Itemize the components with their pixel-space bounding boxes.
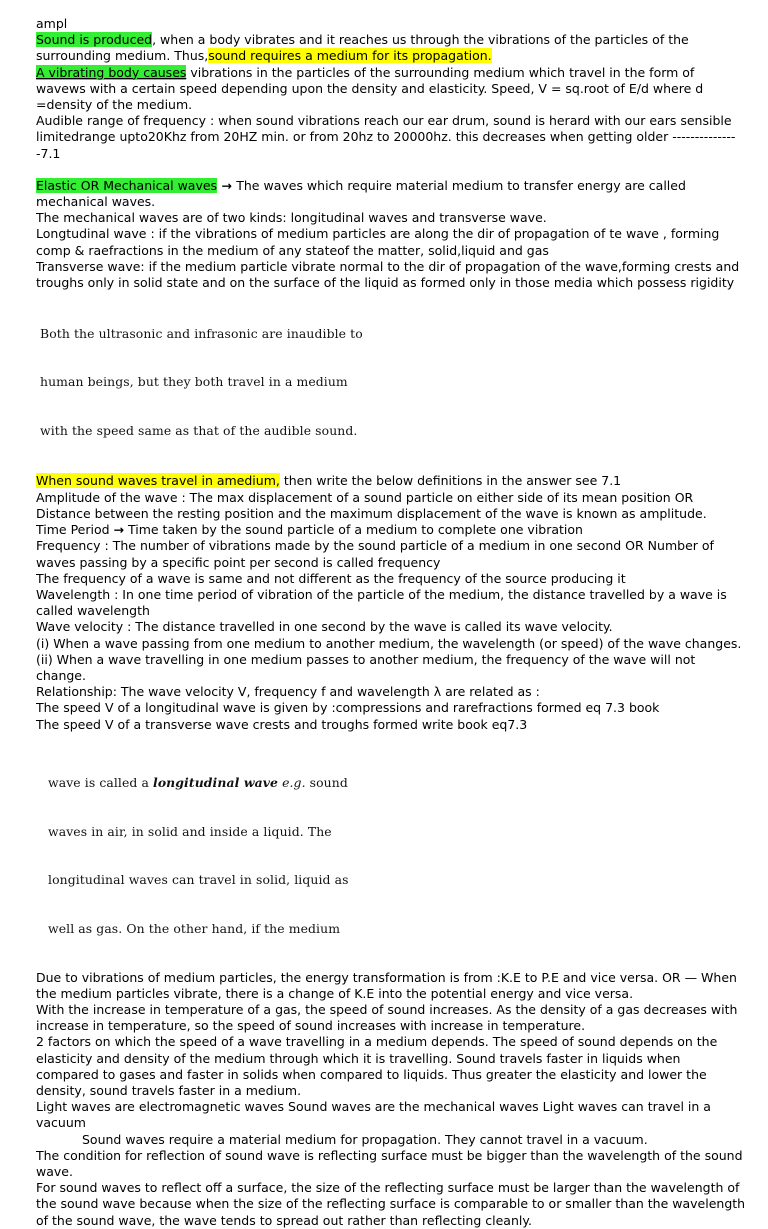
scan-line: with the speed same as that of the audible sound. [40, 422, 358, 438]
paragraph-transverse: Transverse wave: if the medium particle vibrate normal to the dir of propagation of the wave,forming crests and troughs only in solid state and on the surface of the liquid as formed only in those media which possess rigidity [36, 258, 740, 291]
paragraph-text: The waves which require material medium to transfer energy are called mechanical waves. [36, 177, 686, 210]
scan-line: well as gas. On the other hand, if the medium [48, 920, 341, 936]
paragraph-reflection-detail: For sound waves to reflect off a surface, the size of the reflecting surface must be larger than the wavelength of the sound wave because when the size of the reflecting surface is comparable to or smaller than the wavelength of the sound wave, the wave tends to spread out rather than reflecting cleanly. [36, 1180, 746, 1228]
document-page [36, 16, 746, 1229]
scan-line: human beings, but they both travel in a medium [40, 374, 348, 390]
paragraph-longitudinal: Longtudinal wave : if the vibrations of medium particles are along the dir of propagation of te wave , forming comp & raefractions in the medium of any stateof the matter, solid,liquid and gas [36, 226, 720, 258]
highlight-sound-requires-medium: sound requires a medium for its propagation. [208, 48, 492, 64]
scan-line: longitudinal waves can travel in solid, liquid as [48, 872, 349, 888]
paragraph-audible-range: Audible range of frequency : when sound vibrations reach our ear drum, sound is herard with our ears sensible limitedrange upto20Khz from 20HZ min. or from 20hz to 20000hz. this decreases when getting older ---------------7.1 [36, 113, 736, 161]
paragraph-speed-factors: 2 factors on which the speed of a wave travelling in a medium depends. The speed of sound depends on the elasticity and density of the medium through which it is travelling. Sound travels faster in liquids when compared to gases and faster in solids when compared to liquids. Thus greater the elasticity and lower the density, sound travels faster in a medium. [36, 1034, 718, 1098]
paragraph-light-waves: Light waves are electromagnetic waves Sound waves are the mechanical waves Light waves can travel in a vacuum [36, 1099, 711, 1131]
scan-line [48, 775, 746, 791]
blank-line [36, 162, 746, 178]
paragraph-rule-ii: (ii) When a wave travelling in one medium passes to another medium, the frequency of the wave will not change. [36, 651, 696, 683]
arrow-icon: → [217, 177, 237, 193]
paragraph-vibrating-body [36, 65, 746, 114]
paragraph-mechanical-waves [36, 178, 746, 210]
paragraph-rule-i: (i) When a wave passing from one medium to another medium, the wavelength (or speed) of the wave changes. [36, 635, 742, 651]
paragraph-text: Time Period [36, 522, 114, 538]
highlight-sound-travel: When sound waves travel in amedium, [36, 473, 280, 489]
paragraph-time-period [36, 522, 746, 538]
paragraph-longitudinal-speed: The speed V of a longitudinal wave is given by :compressions and rarefractions formed eq 7.3 book [36, 700, 660, 716]
paragraph-wavelength: Wavelength : In one time period of vibration of the particle of the medium, the distance travelled by a wave is called wavelength [36, 586, 727, 619]
paragraph-frequency: Frequency : The number of vibrations made by the sound particle of a medium in one second OR Number of waves passing by a specific point per second is called frequency [36, 538, 714, 570]
paragraph-text: then write the below definitions in the answer see 7.1 [279, 473, 622, 489]
highlight-mechanical-waves: Elastic OR Mechanical waves [36, 177, 218, 193]
paragraph-transverse-speed: The speed V of a transverse wave crests and troughs formed write book eq7.3 [36, 716, 528, 732]
paragraph-two-kinds: The mechanical waves are of two kinds: longitudinal waves and transverse wave. [36, 210, 547, 226]
highlight-sound-produced: Sound is produced [36, 32, 153, 48]
paragraph-energy-transformation: Due to vibrations of medium particles, the energy transformation is from :K.E to P.E and vice versa. OR — When the medium particles vibrate, there is a change of K.E into the potential energy and vice versa. [36, 969, 737, 1001]
arrow-icon: → [113, 522, 124, 538]
paragraph-temperature: With the increase in temperature of a gas, the speed of sound increases. As the density of a gas decreases with increase in temperature, so the speed of sound increases with increase in temperature. [36, 1001, 738, 1034]
paragraph-text: Time taken by the sound particle of a medium to complete one vibration [124, 522, 583, 538]
paragraph-wave-velocity: Wave velocity : The distance travelled in one second by the wave is called its wave velocity. [36, 619, 613, 635]
scan-text: wave is called a [48, 775, 154, 791]
highlight-vibrating-body: A vibrating body causes [36, 64, 187, 80]
scanned-excerpt-ultrasonic [36, 293, 746, 471]
scanned-excerpt-longitudinal [36, 743, 746, 970]
paragraph-frequency-source: The frequency of a wave is same and not different as the frequency of the source producing it [36, 570, 626, 586]
paragraph-sound-medium: Sound waves require a material medium for propagation. They cannot travel in a vacuum. [82, 1131, 648, 1147]
paragraph-relationship: Relationship: The wave velocity V, frequency f and wavelength λ are related as : [36, 684, 540, 700]
scan-term: longitudinal wave [153, 775, 279, 791]
paragraph-text: , when a body vibrates and it reaches us through the vibrations of the particles of the surrounding medium. Thus, [36, 32, 689, 64]
scan-line: Both the ultrasonic and infrasonic are inaudible to [40, 325, 363, 341]
paragraph-reflection-condition: The condition for reflection of sound wave is reflecting surface must be bigger than the wavelength of the sound wave. [36, 1147, 743, 1180]
paragraph-text: vibrations in the particles of the surrounding medium which travel in the form of wavews with a certain speed depending upon the density and elasticity. Speed, V = sq.root of E/d where d =density of the medium. [36, 64, 704, 113]
text-line-ampl: ampl [36, 16, 68, 31]
paragraph-sound-produced [36, 32, 746, 64]
scan-text: sound [305, 775, 348, 791]
paragraph-amplitude: Amplitude of the wave : The max displacement of a sound particle on either side of its mean position OR Distance between the resting position and the maximum displacement of the wave is known as amplitude. [36, 489, 707, 521]
scan-line: waves in air, in solid and inside a liquid. The [48, 823, 332, 839]
scan-text: e.g. [282, 775, 306, 791]
paragraph-definitions-intro [36, 473, 746, 489]
